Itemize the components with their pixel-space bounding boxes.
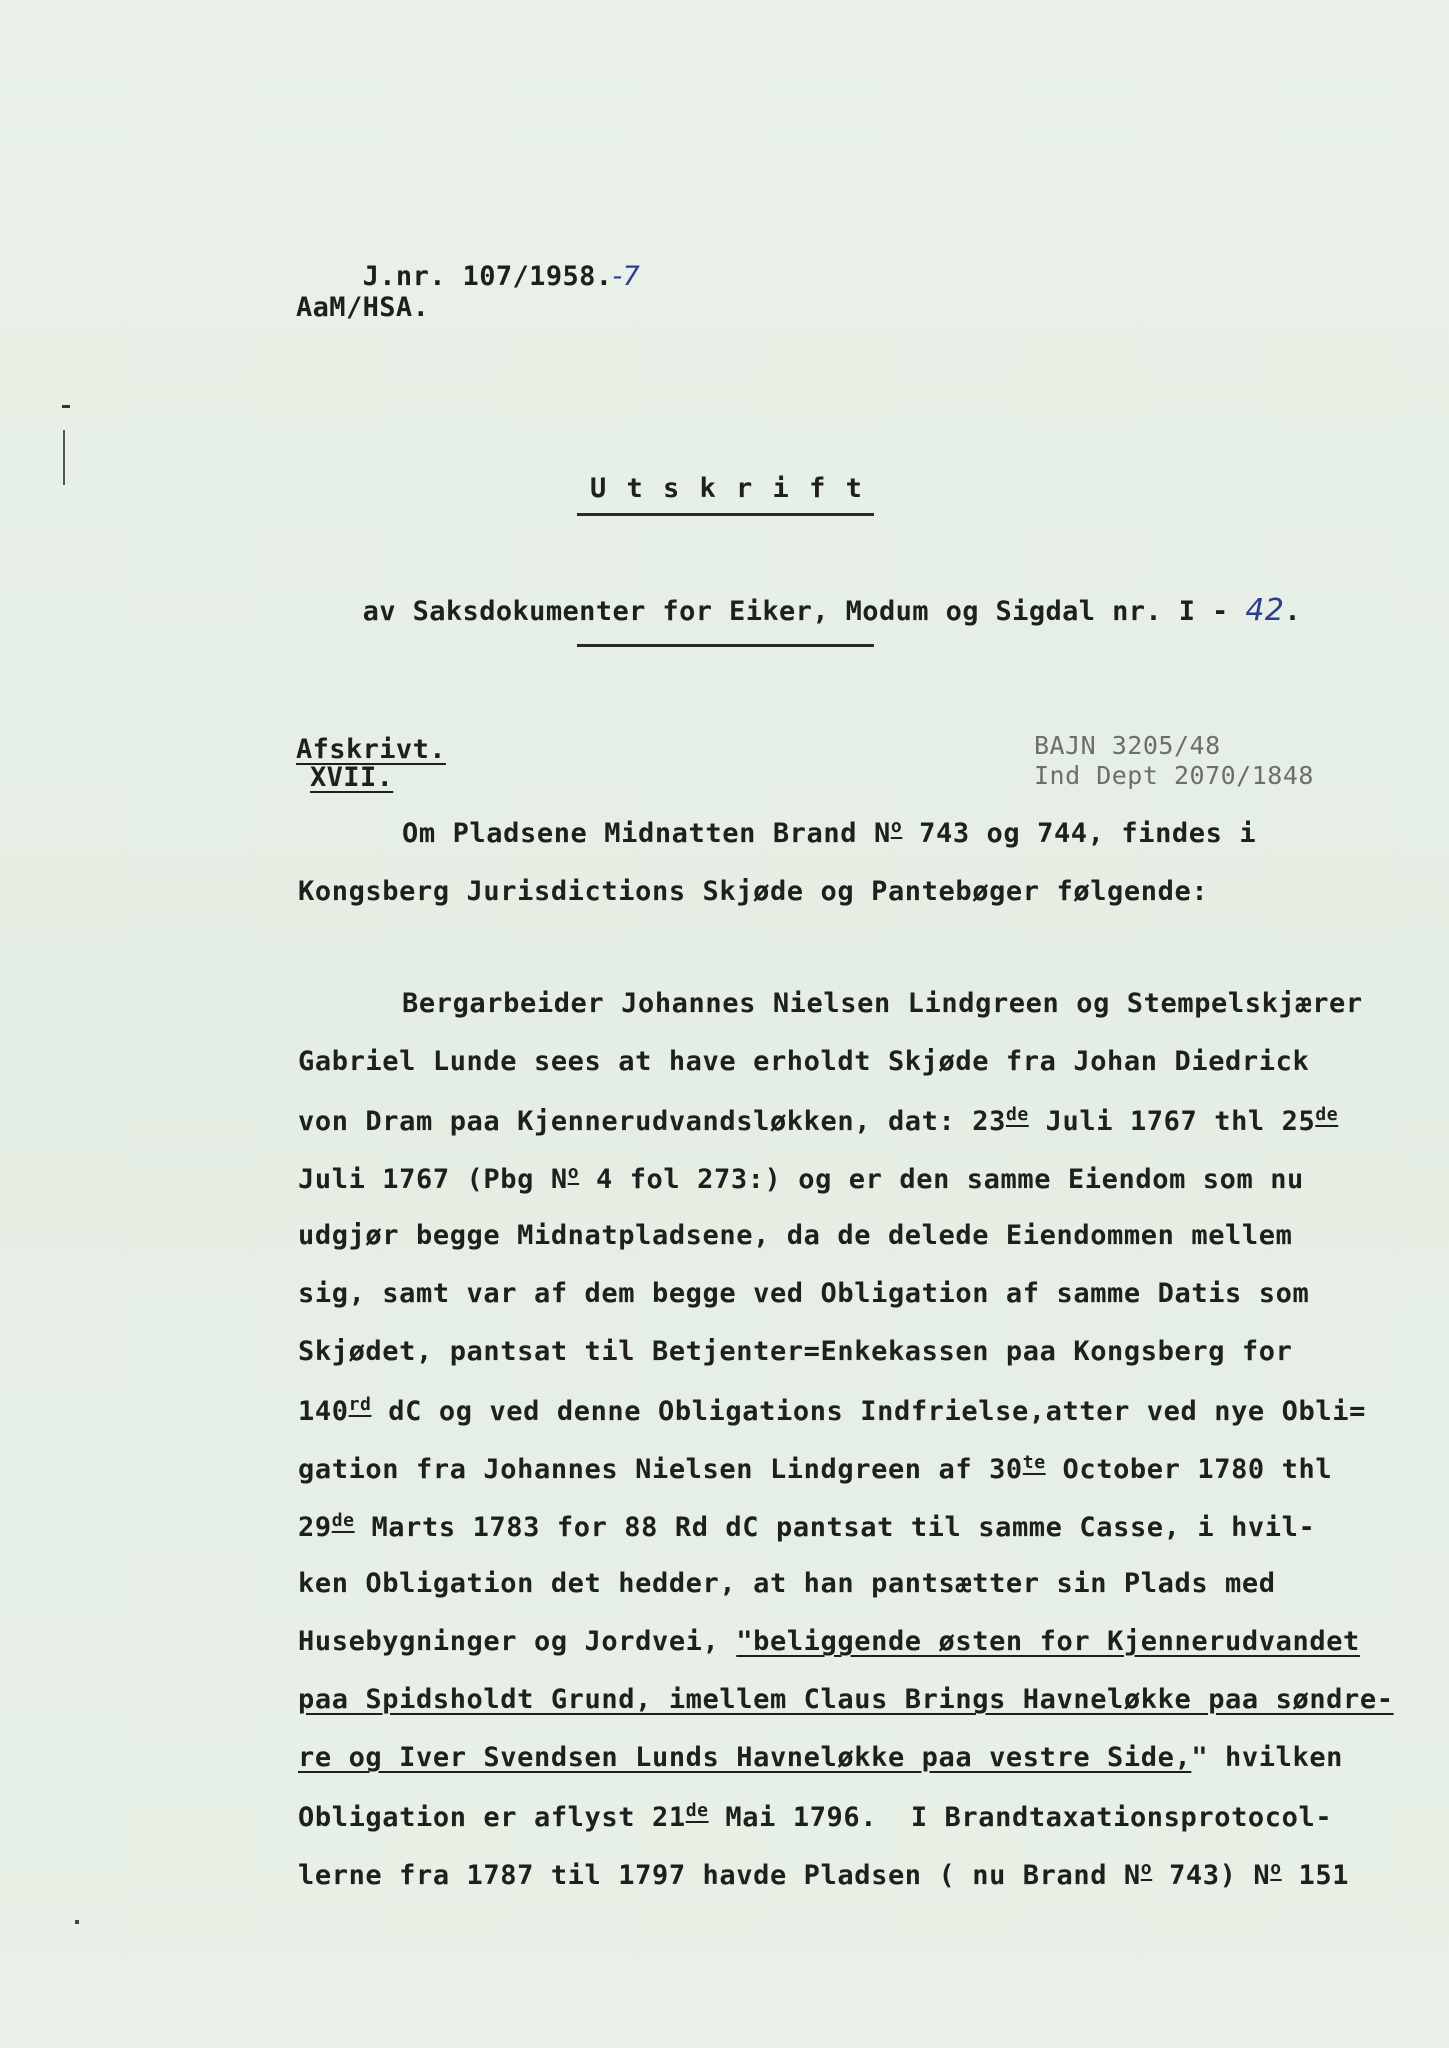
superscript: o [890, 816, 903, 837]
subtitle-rule [577, 644, 874, 647]
underlined-quote: re og Iver Svendsen Lunds Havneløkke paa vestre Side, [298, 1742, 1192, 1773]
body-line-1: Bergarbeider Johannes Nielsen Lindgreen og Stempelskjærer [402, 988, 1363, 1019]
body-line-6: sig, samt var af dem begge ved Obligation af samme Datis som [298, 1278, 1310, 1309]
body-line-9: gation fra Johannes Nielsen Lindgreen af $30^{te}$ October 1780 thl [298, 1452, 1333, 1485]
afskrivt-label: Afskrivt. [296, 734, 446, 765]
margin-dot [75, 1920, 79, 1924]
superscript: o [567, 1162, 580, 1183]
superscript: rd [348, 1394, 372, 1415]
body-line-15: Obligation er aflyst 21de Mai 1796. I Brandtaxationsprotocol- [298, 1800, 1333, 1833]
body-line-12: Husebygninger og Jordvei, "beliggende østen for Kjennerudvandet [298, 1626, 1360, 1657]
body-line-3: von Dram paa Kjennerudvandsløkken, dat: 23de Juli 1767 thl 25de [298, 1104, 1339, 1137]
journal-number-typed: J.nr. 107/1958. [362, 261, 613, 292]
body-line-13: paa Spidsholdt Grund, imellem Claus Brings Havneløkke paa søndre- [298, 1684, 1394, 1715]
body-line-16: lerne fra 1787 til 1797 havde Pladsen ( nu Brand $N^o$ 743) $N^o$ 151 [298, 1858, 1350, 1891]
superscript: o [1140, 1858, 1153, 1879]
initials: AaM/HSA. [296, 292, 430, 323]
underlined-quote: "beliggende østen for Kjennerudvandet [736, 1626, 1360, 1657]
intro-line-1: Om Pladsene Midnatten Brand $N^o$ 743 og 744, findes i [402, 816, 1257, 849]
document-title: U t s k r i f t [590, 473, 864, 504]
subtitle-typed: av Saksdokumenter for Eiker, Modum og Sigdal nr. I - [362, 596, 1246, 627]
superscript: de [685, 1800, 709, 1821]
subtitle-end: . [1284, 596, 1301, 627]
superscript: de [331, 1510, 355, 1531]
superscript: te [1022, 1452, 1046, 1473]
margin-mark [62, 405, 70, 408]
title-rule [577, 513, 874, 516]
body-line-10: 29de Marts 1783 for 88 Rd dC pantsat til samme Casse, i hvil- [298, 1510, 1316, 1543]
body-line-14: re og Iver Svendsen Lunds Havneløkke paa vestre Side," hvilken [298, 1742, 1344, 1773]
body-line-8: 140rd dC og ved denne Obligations Indfrielse,atter ved nye Obli= [298, 1394, 1366, 1427]
afskrivt-number: XVII. [310, 762, 394, 793]
superscript: de [1315, 1104, 1339, 1125]
body-line-11: ken Obligation det hedder, at han pantsætter sin Plads med [298, 1568, 1276, 1599]
body-line-7: Skjødet, pantsat til Betjenter=Enkekassen paa Kongsberg for [298, 1336, 1293, 1367]
superscript: de [1005, 1104, 1029, 1125]
reference-bajn: BAJN 3205/48 [1034, 731, 1221, 760]
body-line-4: Juli 1767 (Pbg $N^o$ 4 fol 273:) og er den samme Eiendom som nu [298, 1162, 1304, 1195]
superscript: o [1270, 1858, 1282, 1879]
reference-ind-dept: Ind Dept 2070/1848 [1034, 761, 1314, 790]
intro-line-2: Kongsberg Jurisdictions Skjøde og Pantebøger følgende: [298, 876, 1209, 907]
journal-number-handwritten: -7 [612, 261, 641, 292]
body-line-2: Gabriel Lunde sees at have erholdt Skjøde fra Johan Diedrick [298, 1046, 1310, 1077]
body-line-5: udgjør begge Midnatpladsene, da de delede Eiendommen mellem [298, 1220, 1293, 1251]
subtitle-handwritten-number: 42 [1245, 593, 1285, 628]
margin-mark [63, 430, 65, 485]
